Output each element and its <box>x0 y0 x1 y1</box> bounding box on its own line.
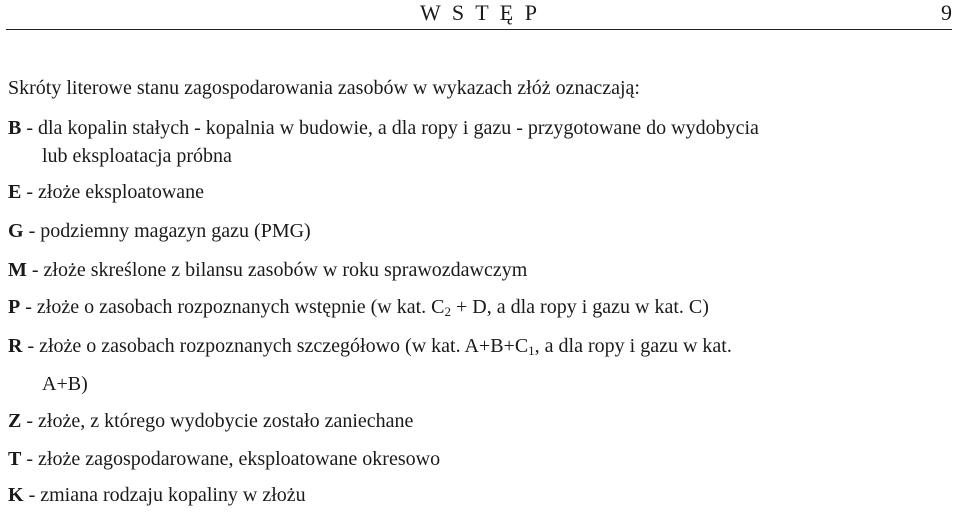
abbreviation-text-cont: , a dla ropy i gazu w kat. <box>534 335 732 357</box>
abbreviation-code: K <box>8 484 24 506</box>
abbreviation-code: B <box>8 117 22 139</box>
abbreviation-code: E <box>8 181 22 203</box>
list-item-r <box>8 332 732 360</box>
intro-paragraph: Skróty literowe stanu zagospodarowania zasobów w wykazach złóż oznaczają: <box>8 77 640 99</box>
list-item-g <box>8 217 311 245</box>
abbreviation-code: P <box>8 296 21 318</box>
list-item-e <box>8 178 204 206</box>
list-item-b-continuation: lub eksploatacja próbna <box>42 145 232 167</box>
abbreviation-text-cont: + D, a dla ropy i gazu w kat. C) <box>451 296 709 318</box>
abbreviation-text: - złoże, z którego wydobycie zostało zaniechane <box>21 410 414 432</box>
abbreviation-text: - złoże skreślone z bilansu zasobów w roku sprawozdawczym <box>26 259 528 281</box>
abbreviation-code: Z <box>8 410 22 432</box>
abbreviation-code: R <box>8 335 23 357</box>
abbreviation-text: - złoże o zasobach rozpoznanych szczegółowo (w kat. A+B+C <box>22 335 529 357</box>
list-item-m <box>8 256 527 284</box>
abbreviation-text: - złoże zagospodarowane, eksploatowane okresowo <box>21 448 441 470</box>
abbreviation-code: T <box>8 448 22 470</box>
list-item-r-continuation: A+B) <box>42 373 88 395</box>
abbreviation-text: - dla kopalin stałych - kopalnia w budowie, a dla ropy i gazu - przygotowane do wydobycia <box>21 117 759 139</box>
list-item-b <box>8 114 759 142</box>
category-subscript: 2 <box>444 304 451 319</box>
page-number: 9 <box>941 0 952 25</box>
list-item-k <box>8 481 306 509</box>
chapter-title: W S T Ę P <box>420 0 540 25</box>
abbreviation-code: M <box>8 259 27 281</box>
header-divider <box>6 29 952 30</box>
category-subscript: 1 <box>528 343 535 358</box>
list-item-z <box>8 407 413 435</box>
abbreviation-text: - złoże eksploatowane <box>21 181 205 203</box>
abbreviation-text: - złoże o zasobach rozpoznanych wstępnie (w kat. C <box>20 296 445 318</box>
abbreviation-code: G <box>8 220 24 242</box>
list-item-t <box>8 445 440 473</box>
list-item-p <box>8 293 709 321</box>
abbreviation-text: - podziemny magazyn gazu (PMG) <box>23 220 311 242</box>
abbreviation-text: - zmiana rodzaju kopaliny w złożu <box>23 484 306 506</box>
